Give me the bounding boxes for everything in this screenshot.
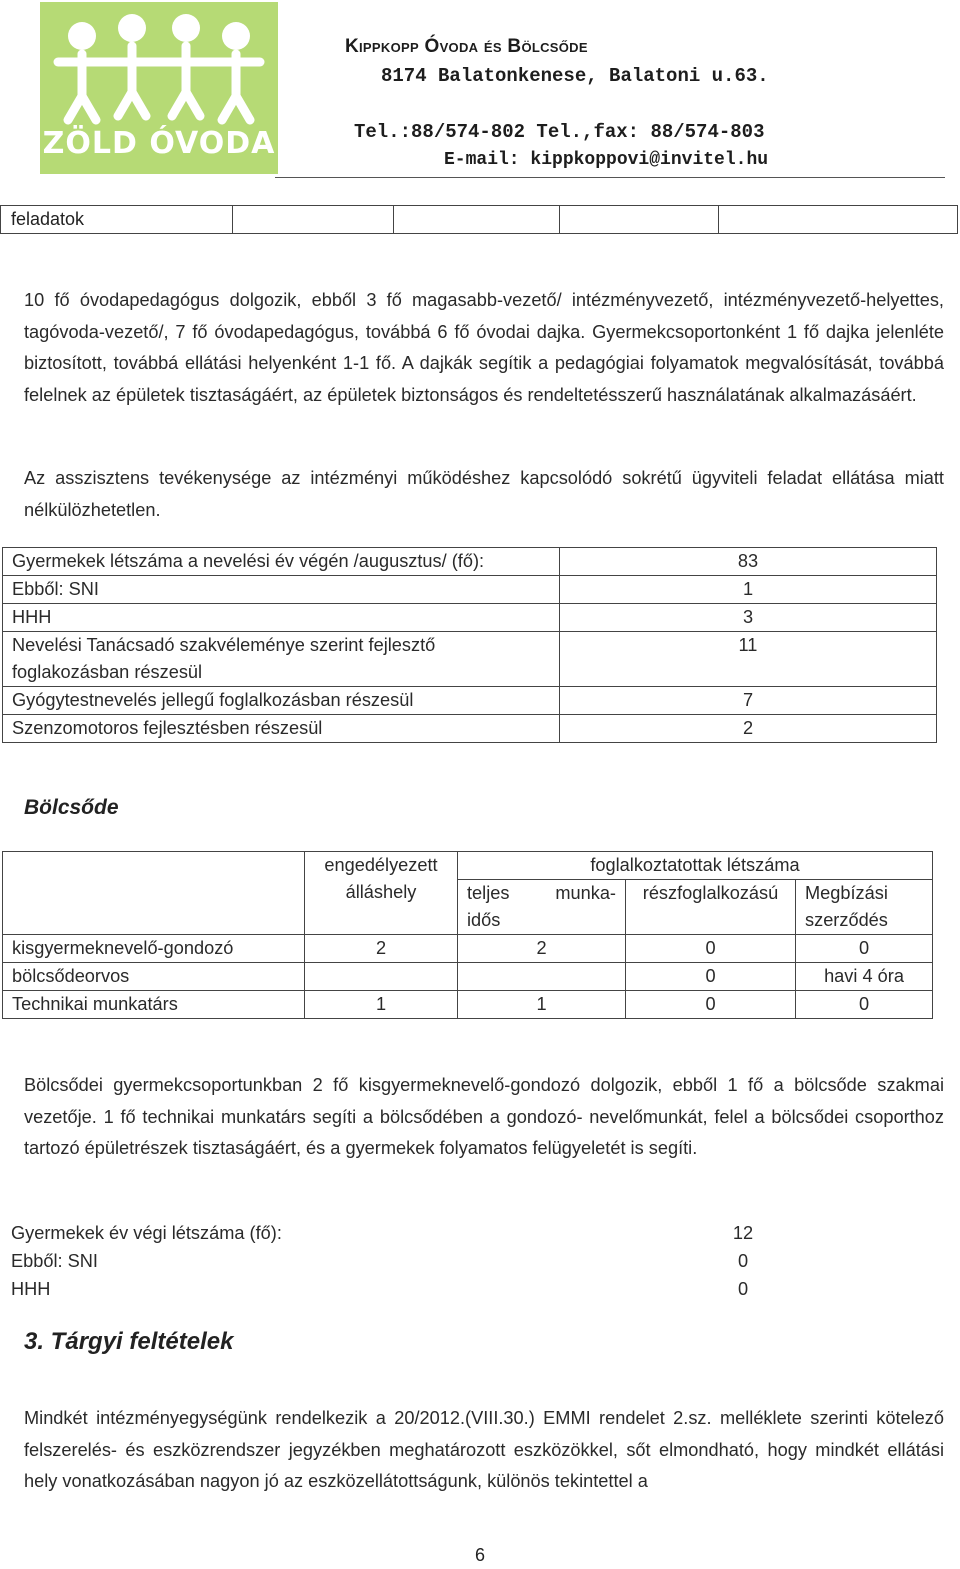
fulltime-cell: 1 xyxy=(458,991,626,1019)
institution-address: 8174 Balatonkenese, Balatoni u.63. xyxy=(381,65,769,87)
header-fulltime-word: munka- xyxy=(555,883,616,903)
institution-phone: Tel.:88/574-802 Tel.,fax: 88/574-803 xyxy=(354,121,765,143)
empty-cell xyxy=(560,206,719,234)
role-cell: bölcsődeorvos xyxy=(3,963,305,991)
fulltime-cell xyxy=(458,963,626,991)
institution-email: E-mail: kippkoppovi@invitel.hu xyxy=(444,150,769,170)
stat-label: Nevelési Tanácsadó szakvéleménye szerint fejlesztő foglakozásban részesül xyxy=(3,632,560,687)
contract-cell: havi 4 óra xyxy=(796,963,933,991)
table-row xyxy=(2,1219,932,1247)
equipment-paragraph: Mindkét intézményegységünk rendelkezik a 20/2012.(VIII.30.) EMMI rendelet 2.sz. melléklete szerinti kötelező felszerelés- és eszközrendszer jegyzékben meghatározott eszközökkel, sőt elmondható, hogy mindkét ellátási hely vonatkozásában nagyon jó az eszközellátottságunk, különös tekintettel a xyxy=(24,1408,944,1491)
table-row xyxy=(3,632,937,687)
fulltime-cell: 2 xyxy=(458,935,626,963)
parttime-cell: 0 xyxy=(626,963,796,991)
role-cell: Technikai munkatárs xyxy=(3,991,305,1019)
table-row xyxy=(3,991,933,1019)
header-divider xyxy=(275,177,945,178)
header-fulltime xyxy=(458,880,626,935)
nursery-heading: Bölcsőde xyxy=(24,796,119,819)
empty-header-cell xyxy=(3,852,305,935)
stat-value: 0 xyxy=(737,1251,749,1271)
stat-label: Ebből: SNI xyxy=(3,576,560,604)
section-heading: 3. Tárgyi feltételek xyxy=(24,1328,234,1355)
role-cell: kisgyermeknevelő-gondozó xyxy=(3,935,305,963)
stat-value: 83 xyxy=(560,548,937,576)
school-logo xyxy=(40,2,278,174)
empty-cell xyxy=(394,206,560,234)
tasks-table-fragment xyxy=(0,205,958,234)
contract-cell: 0 xyxy=(796,991,933,1019)
header-fulltime-word: idős xyxy=(467,910,501,930)
stat-label: Gyógytestnevelés jellegű foglalkozásban részesül xyxy=(3,687,560,715)
stat-label: Gyermekek létszáma a nevelési év végén /augusztus/ (fő): xyxy=(3,548,560,576)
table-header-row xyxy=(3,852,933,880)
nursery-staff-table xyxy=(2,851,933,1019)
stat-value: 3 xyxy=(560,604,937,632)
stat-value: 12 xyxy=(732,1223,754,1243)
stat-value: 2 xyxy=(560,715,937,743)
authorized-cell: 2 xyxy=(305,935,458,963)
table-row xyxy=(3,687,937,715)
assistant-paragraph: Az asszisztens tevékenysége az intézményi működéshez kapcsolódó sokrétű ügyviteli feladat ellátása miatt nélkülözhetetlen. xyxy=(24,468,944,520)
stat-value: 1 xyxy=(560,576,937,604)
header-authorized: engedélyezett álláshely xyxy=(305,852,458,935)
table-row xyxy=(3,548,937,576)
nursery-stats-table xyxy=(2,1219,932,1303)
parttime-cell: 0 xyxy=(626,991,796,1019)
stat-label: Gyermekek év végi létszáma (fő): xyxy=(11,1223,282,1243)
empty-cell xyxy=(233,206,394,234)
institution-name: Kippkopp Óvoda és Bölcsőde xyxy=(345,36,588,57)
nursery-paragraph: Bölcsődei gyermekcsoportunkban 2 fő kisgyermeknevelő-gondozó dolgozik, ebből 1 fő a bölcsőde szakmai vezetője. 1 fő technikai munkatárs segíti a bölcsődében a gondozó- nevelőmunkát, felel a bölcsődei csoporthoz tartozó épületrészek tisztaságáért, és a gyermekek folyamatos felügyeletét is segíti. xyxy=(24,1075,944,1158)
stat-label: Ebből: SNI xyxy=(11,1251,98,1271)
stat-value: 7 xyxy=(560,687,937,715)
table-row xyxy=(2,1275,932,1303)
stat-value: 11 xyxy=(560,632,937,687)
header-fulltime-word: teljes xyxy=(467,883,510,903)
authorized-cell: 1 xyxy=(305,991,458,1019)
table-row xyxy=(3,604,937,632)
empty-cell xyxy=(719,206,958,234)
stat-value: 0 xyxy=(737,1279,749,1299)
table-row xyxy=(3,963,933,991)
authorized-cell xyxy=(305,963,458,991)
logo-text: ZÖLD ÓVODA xyxy=(42,126,276,161)
table-row xyxy=(3,715,937,743)
header-employed: foglalkoztatottak létszáma xyxy=(458,852,933,880)
table-row xyxy=(3,576,937,604)
page-number: 6 xyxy=(474,1545,485,1565)
header-parttime: részfoglalkozású xyxy=(626,880,796,935)
table-row xyxy=(2,1247,932,1275)
header-contract: Megbízási szerződés xyxy=(796,880,933,935)
tasks-label: feladatok xyxy=(1,206,233,234)
stat-label: HHH xyxy=(3,604,560,632)
table-row xyxy=(3,935,933,963)
stat-label: HHH xyxy=(11,1279,51,1299)
parttime-cell: 0 xyxy=(626,935,796,963)
kindergarten-stats-table xyxy=(2,547,937,743)
stat-label: Szenzomotoros fejlesztésben részesül xyxy=(3,715,560,743)
kindergarten-staff-paragraph: 10 fő óvodapedagógus dolgozik, ebből 3 fő magasabb-vezető/ intézményvezető, intézményvezető-helyettes, tagóvoda-vezető/, 7 fő óvodapedagógus, továbbá 6 fő óvodai dajka. Gyermekcsoportonként 1 fő dajka jelenléte biztosított, továbbá ellátási helyenként 1-1 fő. A dajkák segítik a pedagógiai folyamatok megvalósítását, továbbá felelnek az épületek tisztaságáért, az épületek biztonságos és rendeltetésszerű használatának alkalmazásáért. xyxy=(24,290,944,405)
contract-cell: 0 xyxy=(796,935,933,963)
